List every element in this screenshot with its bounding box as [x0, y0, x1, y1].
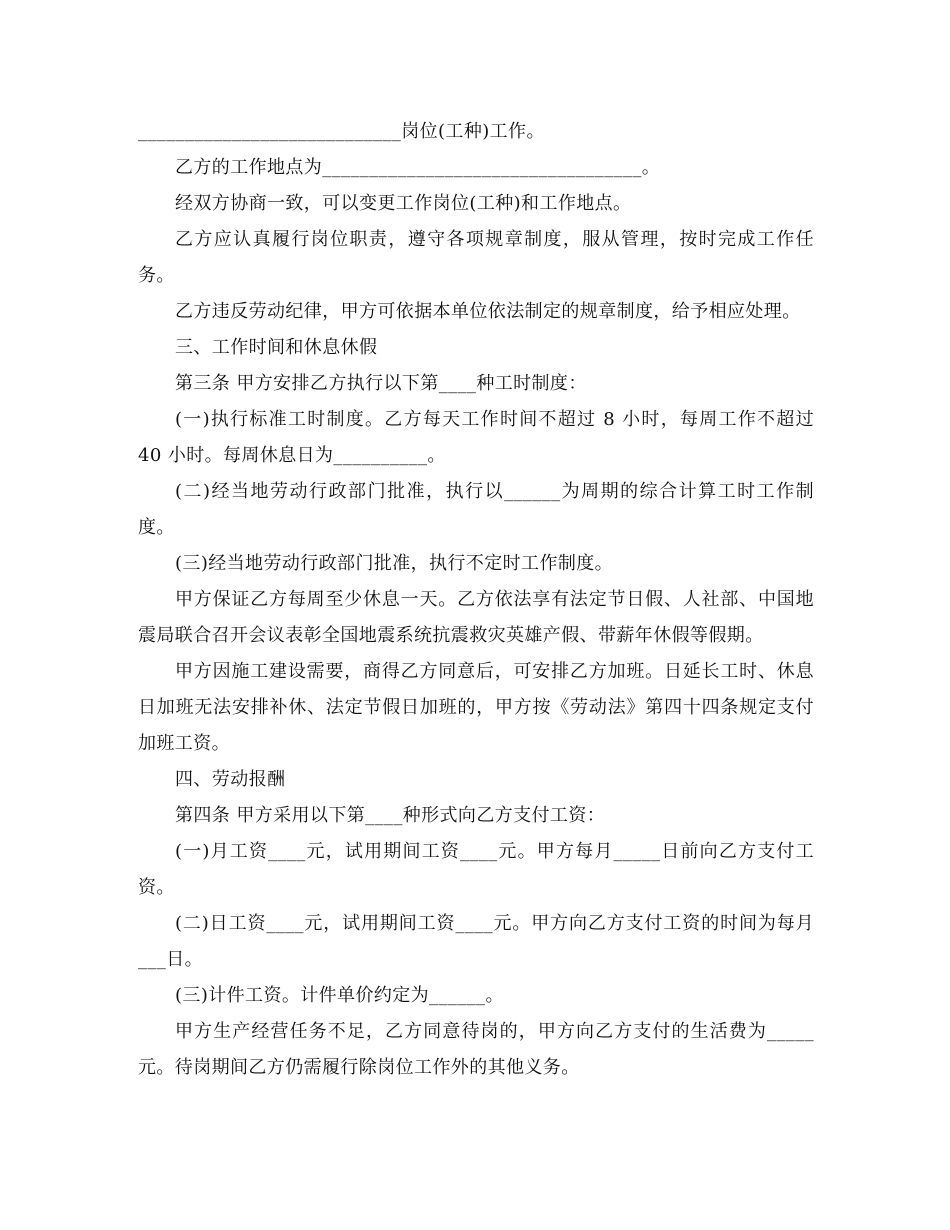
- paragraph-overtime: 甲方因施工建设需要，商得乙方同意后，可安排乙方加班。日延长工时、休息日加班无法安排补休、法定节假日加班的，甲方按《劳动法》第四十四条规定支付加班工资。: [138, 661, 814, 754]
- paragraph-standby-allowance: 甲方生产经营任务不足，乙方同意待岗的，甲方向乙方支付的生活费为_____元。待岗期间乙方仍需履行除岗位工作外的其他义务。: [138, 1021, 814, 1078]
- paragraph-post-continuation: ____________________________岗位(工种)工作。: [138, 121, 545, 142]
- paragraph-standard-hours: (一)执行标准工时制度。乙方每天工作时间不超过 8 小时，每周工作不超过 40 小时。每周休息日为__________。: [138, 409, 814, 466]
- paragraph-work-location: 乙方的工作地点为__________________________________。: [175, 157, 661, 178]
- paragraph-discipline: 乙方违反劳动纪律，甲方可依据本单位依法制定的规章制度，给予相应处理。: [175, 301, 801, 322]
- paragraph-rest-days: 甲方保证乙方每周至少休息一天。乙方依法享有法定节日假、人社部、中国地震局联合召开会议表彰全国地震系统抗震救灾英雄产假、带薪年休假等假期。: [138, 589, 814, 646]
- paragraph-piece-wage: (三)计件工资。计件单价约定为______。: [175, 985, 504, 1006]
- paragraph-flexible-hours: (三)经当地劳动行政部门批准，执行不定时工作制度。: [175, 553, 614, 574]
- paragraph-change-post: 经双方协商一致，可以变更工作岗位(工种)和工作地点。: [175, 193, 632, 214]
- section-heading-remuneration: 四、劳动报酬: [175, 769, 286, 790]
- paragraph-duties: 乙方应认真履行岗位职责，遵守各项规章制度，服从管理，按时完成工作任务。: [138, 229, 814, 286]
- article-three: 第三条 甲方安排乙方执行以下第____种工时制度：: [175, 373, 587, 394]
- article-four: 第四条 甲方采用以下第____种形式向乙方支付工资：: [175, 805, 606, 826]
- paragraph-monthly-wage: (一)月工资____元，试用期间工资____元。甲方每月_____日前向乙方支付工资。: [138, 841, 814, 898]
- paragraph-daily-wage: (二)日工资____元，试用期间工资____元。甲方向乙方支付工资的时间为每月___日。: [138, 913, 814, 970]
- paragraph-comprehensive-hours: (二)经当地劳动行政部门批准，执行以______为周期的综合计算工时工作制度。: [138, 481, 814, 538]
- contract-body: [138, 114, 814, 1086]
- section-heading-working-hours: 三、工作时间和休息休假: [175, 337, 378, 358]
